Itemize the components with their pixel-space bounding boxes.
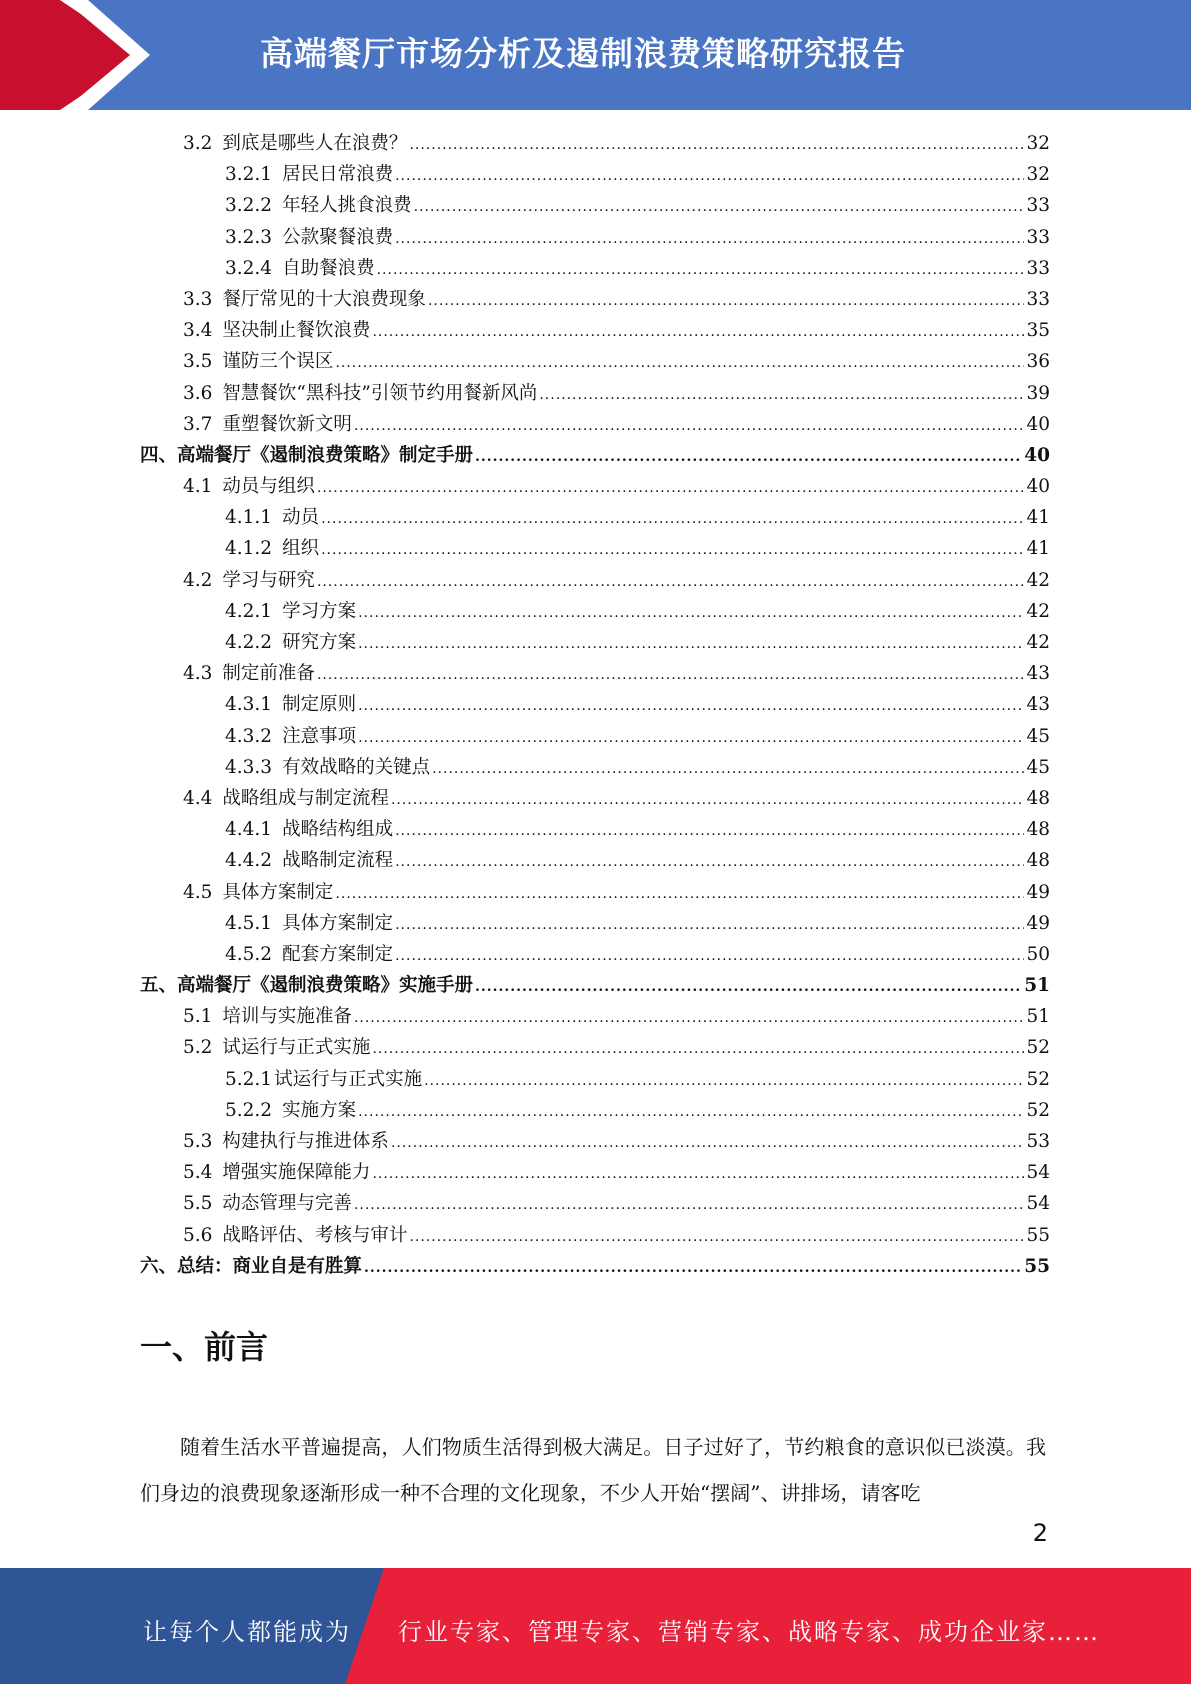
toc-entry-page: 36 bbox=[1026, 351, 1050, 373]
toc-entry-title: 公款聚餐浪费 bbox=[282, 226, 394, 248]
toc-dot-leader bbox=[354, 1190, 1025, 1221]
toc-entry-number: 5.1 bbox=[183, 1006, 213, 1028]
toc-entry-title: 研究方案 bbox=[282, 632, 357, 653]
toc-entry-title: 有效战略的关键点 bbox=[282, 756, 431, 778]
toc-entry-page: 41 bbox=[1026, 538, 1050, 560]
table-of-contents bbox=[140, 128, 1050, 1282]
toc-entry[interactable] bbox=[140, 1220, 1050, 1251]
toc-entry-title: 战略评估、考核与审计 bbox=[222, 1224, 408, 1246]
page-number: 2 bbox=[1032, 1519, 1048, 1547]
toc-entry-title: 制定前准备 bbox=[222, 663, 315, 685]
toc-entry-title: 餐厅常见的十大浪费现象 bbox=[222, 288, 426, 310]
toc-entry[interactable] bbox=[140, 908, 1050, 939]
toc-entry-page: 32 bbox=[1026, 133, 1050, 154]
toc-entry-page: 45 bbox=[1026, 756, 1050, 778]
toc-entry-title: 居民日常浪费 bbox=[282, 164, 394, 186]
toc-entry[interactable] bbox=[140, 128, 1050, 159]
toc-dot-leader bbox=[372, 317, 1024, 348]
toc-entry[interactable] bbox=[140, 596, 1050, 627]
toc-entry-page: 54 bbox=[1026, 1162, 1050, 1184]
toc-entry-page: 45 bbox=[1026, 725, 1050, 747]
toc-entry-number: 5.2.1 bbox=[225, 1068, 273, 1090]
toc-entry[interactable] bbox=[140, 253, 1050, 284]
toc-dot-leader bbox=[395, 910, 1024, 941]
toc-entry[interactable] bbox=[140, 502, 1050, 533]
toc-entry[interactable] bbox=[140, 1032, 1050, 1063]
toc-entry-number: 4.5 bbox=[183, 881, 213, 903]
toc-dot-leader bbox=[321, 535, 1024, 566]
toc-entry-page: 51 bbox=[1026, 1006, 1050, 1028]
toc-entry[interactable] bbox=[140, 409, 1050, 440]
toc-entry-page: 33 bbox=[1026, 195, 1050, 217]
toc-entry-title: 配套方案制定 bbox=[282, 943, 394, 965]
toc-dot-leader bbox=[354, 411, 1025, 442]
toc-dot-leader bbox=[358, 598, 1024, 629]
toc-entry-number: 4.5.2 bbox=[225, 943, 273, 965]
toc-entry-number: 5.3 bbox=[183, 1131, 213, 1152]
toc-entry-page: 40 bbox=[1026, 476, 1050, 498]
toc-entry-page: 33 bbox=[1026, 226, 1050, 248]
toc-dot-leader bbox=[395, 941, 1024, 972]
toc-entry[interactable] bbox=[140, 877, 1050, 908]
toc-dot-leader bbox=[409, 130, 1024, 161]
toc-dot-leader bbox=[372, 1159, 1024, 1190]
toc-dot-leader bbox=[395, 816, 1024, 847]
toc-entry-page: 49 bbox=[1026, 881, 1050, 903]
toc-entry-page: 33 bbox=[1026, 288, 1050, 310]
toc-entry[interactable] bbox=[140, 190, 1050, 221]
toc-entry[interactable] bbox=[140, 565, 1050, 596]
toc-entry-page: 43 bbox=[1026, 663, 1050, 685]
toc-entry[interactable] bbox=[140, 1126, 1050, 1157]
toc-entry-title: 战略制定流程 bbox=[282, 850, 394, 872]
toc-entry-title: 具体方案制定 bbox=[222, 881, 334, 903]
toc-dot-leader bbox=[358, 629, 1024, 660]
toc-dot-leader bbox=[335, 879, 1024, 910]
toc-entry-page: 48 bbox=[1026, 819, 1050, 841]
toc-entry-number: 4.4.2 bbox=[225, 850, 273, 872]
toc-dot-leader bbox=[372, 1034, 1024, 1065]
toc-entry-number: 5.5 bbox=[183, 1193, 213, 1215]
toc-entry[interactable] bbox=[140, 159, 1050, 190]
toc-entry[interactable] bbox=[140, 1001, 1050, 1032]
toc-entry-number: 5.4 bbox=[183, 1162, 213, 1184]
toc-entry-page: 42 bbox=[1026, 569, 1050, 591]
toc-entry-page: 42 bbox=[1026, 632, 1050, 653]
toc-entry-title: 战略组成与制定流程 bbox=[222, 787, 389, 809]
toc-entry-page: 33 bbox=[1026, 257, 1050, 279]
toc-entry-page: 35 bbox=[1026, 320, 1050, 342]
toc-entry[interactable] bbox=[140, 845, 1050, 876]
toc-entry-number: 3.4 bbox=[183, 320, 213, 342]
toc-entry[interactable] bbox=[140, 658, 1050, 689]
toc-entry[interactable] bbox=[140, 471, 1050, 502]
toc-entry[interactable] bbox=[140, 222, 1050, 253]
toc-dot-leader bbox=[358, 691, 1024, 722]
toc-entry-page: 51 bbox=[1024, 975, 1050, 997]
toc-entry-number: 5.6 bbox=[183, 1224, 213, 1246]
toc-entry-page: 53 bbox=[1026, 1131, 1050, 1152]
toc-dot-leader bbox=[354, 1003, 1025, 1034]
toc-entry-page: 55 bbox=[1026, 1224, 1050, 1246]
toc-entry-title: 战略结构组成 bbox=[282, 819, 394, 841]
toc-entry-page: 40 bbox=[1024, 444, 1050, 466]
toc-entry-number: 3.2.3 bbox=[225, 226, 273, 248]
toc-entry-title: 坚决制止餐饮浪费 bbox=[222, 320, 371, 342]
toc-entry-title: 动态管理与完善 bbox=[222, 1193, 352, 1215]
toc-entry-page: 40 bbox=[1026, 413, 1050, 435]
toc-entry[interactable] bbox=[140, 346, 1050, 377]
body-paragraph: 随着生活水平普遍提高，人们物质生活得到极大满足。日子过好了，节约粮食的意识似已淡漠。我们身边的浪费现象逐渐形成一种不合理的文化现象，不少人开始“摆阔”、讲排场，请客吃 bbox=[140, 1435, 1046, 1505]
toc-entry-page: 50 bbox=[1026, 943, 1050, 965]
page-header bbox=[0, 0, 1191, 110]
toc-entry-title: 学习方案 bbox=[282, 600, 357, 622]
toc-entry-number: 4.2.1 bbox=[225, 600, 273, 622]
toc-dot-leader bbox=[358, 1097, 1024, 1128]
toc-dot-leader bbox=[428, 286, 1025, 317]
toc-entry[interactable] bbox=[140, 1095, 1050, 1126]
page-footer bbox=[0, 1568, 1191, 1684]
toc-dot-leader bbox=[475, 442, 1022, 473]
toc-dot-leader bbox=[475, 972, 1022, 1003]
toc-entry[interactable] bbox=[140, 752, 1050, 783]
toc-entry-number: 4.3.3 bbox=[225, 756, 273, 778]
toc-entry[interactable] bbox=[140, 1188, 1050, 1219]
toc-entry-number: 4.1 bbox=[183, 476, 213, 498]
toc-entry-title: 智慧餐饮“黑科技”引领节约用餐新风尚 bbox=[222, 382, 538, 404]
toc-entry[interactable] bbox=[140, 627, 1050, 658]
toc-dot-leader bbox=[317, 473, 1025, 504]
toc-entry-number: 4.1.2 bbox=[225, 538, 273, 560]
toc-entry-number: 4.2 bbox=[183, 569, 213, 591]
toc-dot-leader bbox=[335, 348, 1024, 379]
toc-dot-leader bbox=[395, 224, 1024, 255]
toc-entry-title: 试运行与正式实施 bbox=[222, 1037, 371, 1059]
toc-entry[interactable] bbox=[140, 721, 1050, 752]
toc-entry-number: 4.4.1 bbox=[225, 819, 273, 841]
toc-dot-leader bbox=[395, 161, 1024, 192]
toc-entry-page: 32 bbox=[1026, 164, 1050, 186]
report-title: 高端餐厅市场分析及遏制浪费策略研究报告 bbox=[260, 34, 906, 73]
toc-entry-title: 谨防三个误区 bbox=[222, 351, 334, 373]
toc-entry-number: 4.1.1 bbox=[225, 507, 273, 529]
toc-dot-leader bbox=[358, 723, 1024, 754]
toc-entry[interactable] bbox=[140, 783, 1050, 814]
toc-entry-title: 年轻人挑食浪费 bbox=[282, 195, 412, 217]
toc-dot-leader bbox=[364, 1253, 1022, 1284]
toc-entry-title: 自助餐浪费 bbox=[282, 257, 375, 279]
section-heading: 一、前言 bbox=[140, 1328, 269, 1366]
toc-entry-title: 培训与实施准备 bbox=[222, 1006, 352, 1028]
toc-entry-page: 48 bbox=[1026, 850, 1050, 872]
footer-slogan: 让每个人都能成为 bbox=[143, 1618, 351, 1646]
toc-dot-leader bbox=[414, 192, 1025, 223]
toc-dot-leader bbox=[321, 504, 1024, 535]
toc-entry-number: 5.2.2 bbox=[225, 1099, 273, 1121]
toc-entry-number: 3.2.4 bbox=[225, 257, 273, 279]
toc-entry-page: 41 bbox=[1026, 507, 1050, 529]
toc-entry-page: 55 bbox=[1024, 1255, 1050, 1277]
toc-entry-number: 5.2 bbox=[183, 1037, 213, 1059]
footer-roles: 行业专家、管理专家、营销专家、战略专家、成功企业家…… bbox=[398, 1618, 1100, 1646]
toc-entry-number: 4.3.2 bbox=[225, 725, 273, 747]
toc-entry-page: 49 bbox=[1026, 912, 1050, 934]
toc-entry-title: 动员 bbox=[282, 507, 320, 529]
toc-entry[interactable] bbox=[140, 1157, 1050, 1188]
toc-entry-page: 43 bbox=[1026, 694, 1050, 716]
toc-entry[interactable] bbox=[140, 440, 1050, 471]
toc-entry-number: 3.2.1 bbox=[225, 164, 273, 186]
toc-dot-leader bbox=[432, 754, 1024, 785]
toc-entry-title: 注意事项 bbox=[282, 725, 357, 747]
toc-entry[interactable] bbox=[140, 814, 1050, 845]
toc-entry-number: 3.7 bbox=[183, 413, 213, 435]
toc-entry[interactable] bbox=[140, 533, 1050, 564]
toc-dot-leader bbox=[424, 1066, 1024, 1097]
toc-entry-page: 42 bbox=[1026, 600, 1050, 622]
toc-entry-title: 实施方案 bbox=[282, 1099, 357, 1121]
toc-entry-title: 具体方案制定 bbox=[282, 912, 394, 934]
toc-entry-number: 4.5.1 bbox=[225, 912, 273, 934]
toc-entry[interactable] bbox=[140, 1251, 1050, 1282]
toc-entry[interactable] bbox=[140, 378, 1050, 409]
toc-entry-title: 重塑餐饮新文明 bbox=[222, 413, 352, 435]
toc-entry-title: 动员与组织 bbox=[222, 476, 315, 498]
toc-entry-page: 52 bbox=[1026, 1099, 1050, 1121]
toc-dot-leader bbox=[391, 1128, 1025, 1159]
toc-entry-number: 4.4 bbox=[183, 787, 213, 809]
toc-entry-title: 学习与研究 bbox=[222, 569, 315, 591]
toc-entry-title: 组织 bbox=[282, 538, 320, 560]
toc-entry-page: 52 bbox=[1026, 1068, 1050, 1090]
toc-entry-title: 到底是哪些人在浪费？ bbox=[222, 133, 408, 154]
toc-entry[interactable] bbox=[140, 939, 1050, 970]
toc-dot-leader bbox=[391, 785, 1025, 816]
toc-entry-page: 39 bbox=[1026, 382, 1050, 404]
toc-entry[interactable] bbox=[140, 970, 1050, 1001]
toc-entry[interactable] bbox=[140, 1064, 1050, 1095]
toc-dot-leader bbox=[409, 1222, 1024, 1253]
toc-entry[interactable] bbox=[140, 689, 1050, 720]
toc-entry-number: 4.3 bbox=[183, 663, 213, 685]
toc-entry[interactable] bbox=[140, 315, 1050, 346]
toc-entry-number: 4.3.1 bbox=[225, 694, 273, 716]
toc-entry-title: 试运行与正式实施 bbox=[274, 1068, 423, 1090]
toc-entry-number: 3.2 bbox=[183, 133, 213, 154]
toc-entry-number: 3.2.2 bbox=[225, 195, 273, 217]
toc-entry-title: 增强实施保障能力 bbox=[222, 1162, 371, 1184]
toc-entry-title: 六、总结：商业自是有胜算 bbox=[140, 1255, 363, 1277]
toc-entry-number: 3.5 bbox=[183, 351, 213, 373]
toc-entry-page: 52 bbox=[1026, 1037, 1050, 1059]
toc-dot-leader bbox=[539, 380, 1024, 411]
toc-entry-title: 构建执行与推进体系 bbox=[222, 1131, 389, 1152]
toc-entry-title: 五、高端餐厅《遏制浪费策略》实施手册 bbox=[140, 975, 474, 997]
toc-dot-leader bbox=[395, 847, 1024, 878]
toc-entry-title: 制定原则 bbox=[282, 694, 357, 716]
toc-entry-title: 四、高端餐厅《遏制浪费策略》制定手册 bbox=[140, 444, 474, 466]
toc-dot-leader bbox=[317, 567, 1025, 598]
toc-entry-number: 4.2.2 bbox=[225, 632, 273, 653]
toc-entry-number: 3.6 bbox=[183, 382, 213, 404]
toc-dot-leader bbox=[317, 660, 1025, 691]
toc-dot-leader bbox=[377, 255, 1025, 286]
toc-entry-page: 48 bbox=[1026, 787, 1050, 809]
toc-entry-number: 3.3 bbox=[183, 288, 213, 310]
toc-entry[interactable] bbox=[140, 284, 1050, 315]
toc-entry-page: 54 bbox=[1026, 1193, 1050, 1215]
